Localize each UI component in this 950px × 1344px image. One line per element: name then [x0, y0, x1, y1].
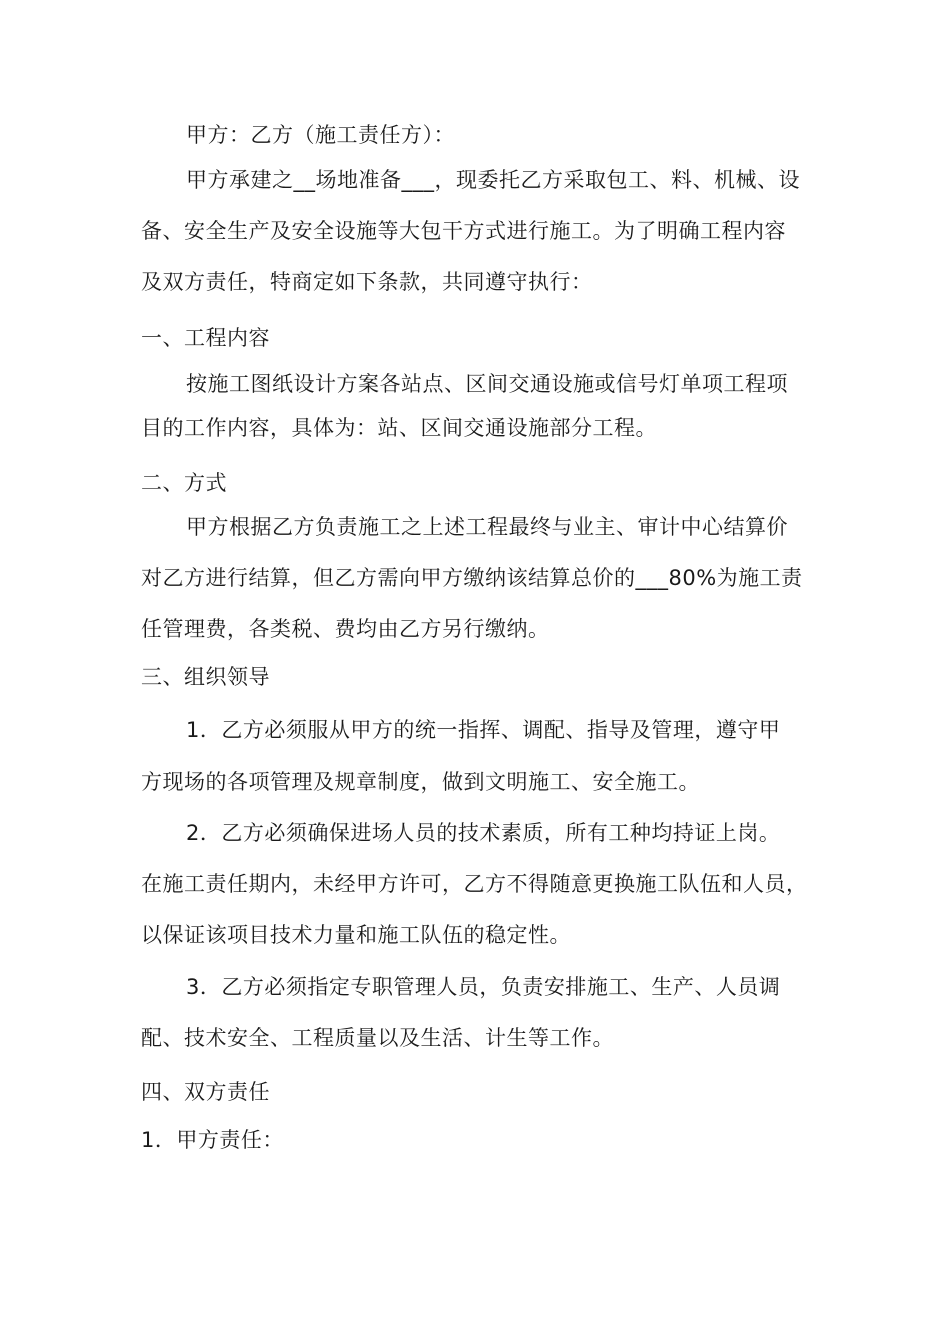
- section-3-item-3-line-1: 3．乙方必须指定专职管理人员，负责安排施工、生产、人员调: [186, 975, 781, 999]
- section-heading-3: 三、组织领导: [141, 665, 270, 689]
- section-2-line-2: 对乙方进行结算，但乙方需向甲方缴纳该结算总价的___80%为施工责: [141, 566, 803, 590]
- intro-paragraph-line-2: 备、安全生产及安全设施等大包干方式进行施工。为了明确工程内容: [141, 219, 786, 243]
- section-4-item-1-heading: 1．甲方责任：: [141, 1128, 284, 1152]
- intro-paragraph-line-3: 及双方责任，特商定如下条款，共同遵守执行：: [141, 270, 593, 294]
- intro-paragraph-line-1: 甲方承建之__场地准备___，现委托乙方采取包工、料、机械、设: [186, 168, 800, 192]
- section-2-line-3: 任管理费，各类税、费均由乙方另行缴纳。: [141, 617, 550, 641]
- section-3-item-3-line-2: 配、技术安全、工程质量以及生活、计生等工作。: [141, 1026, 614, 1050]
- section-3-item-2-line-2: 在施工责任期内，未经甲方许可，乙方不得随意更换施工队伍和人员，: [141, 872, 808, 896]
- section-3-item-2-line-3: 以保证该项目技术力量和施工队伍的稳定性。: [141, 923, 571, 947]
- section-2-line-1: 甲方根据乙方负责施工之上述工程最终与业主、审计中心结算价: [186, 515, 788, 539]
- section-3-item-1-line-2: 方现场的各项管理及规章制度，做到文明施工、安全施工。: [141, 770, 700, 794]
- section-3-item-1-line-1: 1．乙方必须服从甲方的统一指挥、调配、指导及管理，遵守甲: [186, 718, 781, 742]
- section-1-line-1: 按施工图纸设计方案各站点、区间交通设施或信号灯单项工程项: [186, 372, 788, 396]
- party-header: 甲方：乙方（施工责任方）：: [186, 123, 455, 147]
- section-1-line-2: 目的工作内容，具体为：站、区间交通设施部分工程。: [141, 416, 657, 440]
- section-heading-1: 一、工程内容: [141, 326, 270, 350]
- section-heading-2: 二、方式: [141, 471, 227, 495]
- section-heading-4: 四、双方责任: [141, 1080, 270, 1104]
- section-3-item-2-line-1: 2．乙方必须确保进场人员的技术素质，所有工种均持证上岗。: [186, 821, 781, 845]
